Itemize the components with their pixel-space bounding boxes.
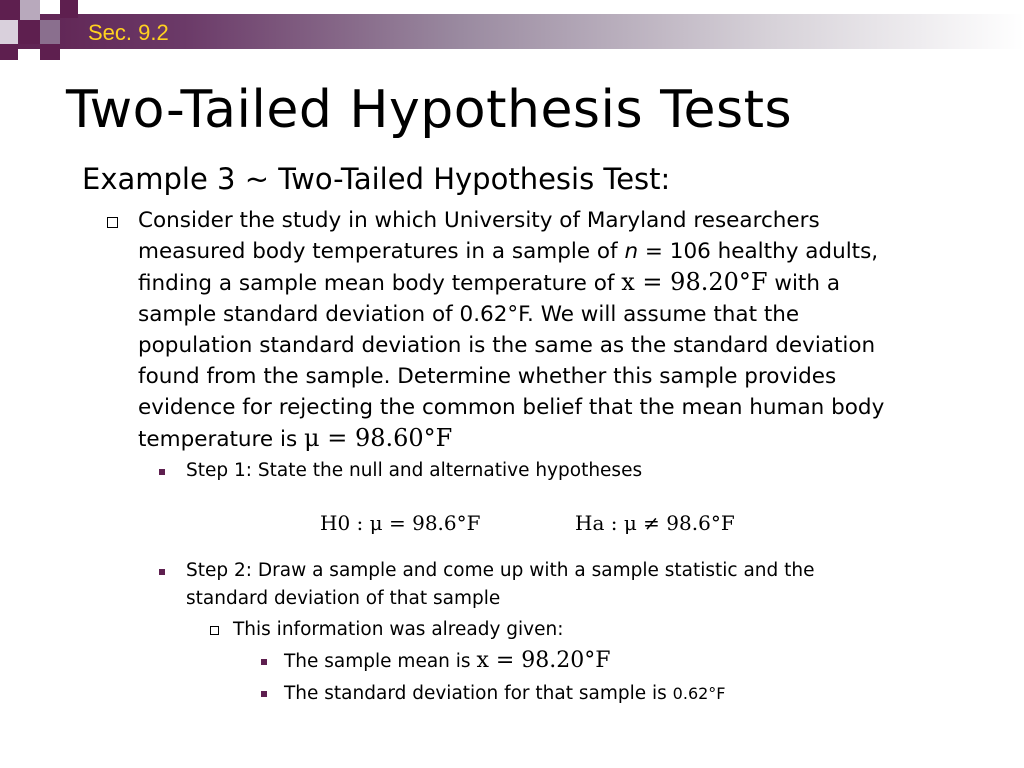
null-hypothesis: H0 : μ = 98.6°F <box>320 511 481 535</box>
sample-sd-value: 0.62°F <box>672 684 726 703</box>
logo-square <box>18 20 40 44</box>
sample-sd-item: The standard deviation for that sample is 0.62°F <box>284 683 726 704</box>
logo-square <box>0 0 20 20</box>
step2-sub-text: This information was already given: <box>233 619 564 640</box>
sample-mean-item: The sample mean is x = 98.20°F <box>284 648 611 673</box>
logo-square <box>60 0 78 18</box>
logo-square <box>0 44 18 60</box>
study-line: temperature is μ = 98.60°F <box>138 424 453 452</box>
logo-square <box>40 20 60 44</box>
box-bullet-icon <box>210 626 219 635</box>
sample-mean-formula: x = 98.20°F <box>476 648 611 673</box>
study-line: finding a sample mean body temperature of x = 98.20°F with a <box>138 268 840 296</box>
study-paragraph <box>138 205 978 455</box>
sample-mean-formula: x = 98.20°F <box>621 268 768 296</box>
study-line: found from the sample. Determine whether this sample provides <box>138 364 837 389</box>
square-bullet-icon <box>261 691 267 697</box>
logo-square <box>20 0 40 20</box>
step2-line: Step 2: Draw a sample and come up with a sample statistic and the <box>186 560 815 581</box>
example-heading: Example 3 ~ Two-Tailed Hypothesis Test: <box>82 162 671 196</box>
study-line: Consider the study in which University of Maryland researchers <box>138 208 820 233</box>
alternative-hypothesis: Ha : μ ≠ 98.6°F <box>575 511 735 535</box>
step2-line: standard deviation of that sample <box>186 588 501 609</box>
study-line: evidence for rejecting the common belief that the mean human body <box>138 395 885 420</box>
mu-formula: μ = 98.60°F <box>304 424 453 452</box>
logo-square <box>40 44 60 60</box>
logo-square <box>0 20 18 44</box>
study-line: population standard deviation is the same as the standard deviation <box>138 333 876 358</box>
n-variable: n <box>624 239 639 264</box>
box-bullet-icon <box>107 217 118 228</box>
square-bullet-icon <box>159 469 165 475</box>
square-bullet-icon <box>159 569 165 575</box>
study-line: sample standard deviation of 0.62°F. We will assume that the <box>138 302 800 327</box>
page-title: Two-Tailed Hypothesis Tests <box>66 80 793 140</box>
section-label: Sec. 9.2 <box>88 20 169 45</box>
step2-text <box>186 557 815 613</box>
study-line: measured body temperatures in a sample of n = 106 healthy adults, <box>138 239 879 264</box>
step1-text: Step 1: State the null and alternative hypotheses <box>186 460 643 481</box>
square-bullet-icon <box>261 659 267 665</box>
